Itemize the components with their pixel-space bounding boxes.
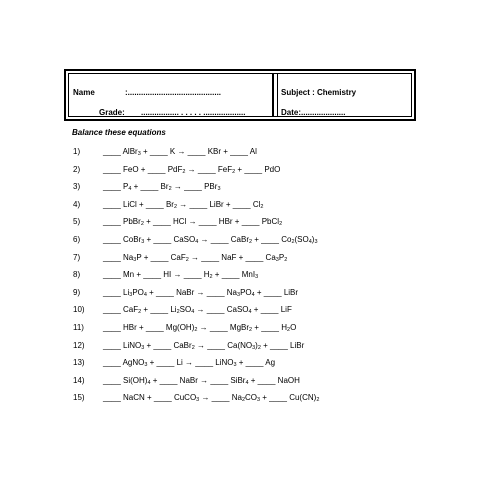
equation-row	[73, 217, 282, 226]
equation-row	[73, 165, 280, 174]
equation-row	[73, 235, 318, 244]
equation-text: ____ LiNO$_3$ + ____ CaBr$_2$ → ____ $Ca(NO_3)_2$ + ____ LiBr	[103, 340, 305, 351]
equation-row	[73, 305, 292, 314]
equation-number: 11)	[73, 323, 84, 332]
equation-number: 15)	[73, 393, 85, 403]
equation-row	[73, 393, 319, 402]
equation-number: 10)	[73, 305, 85, 315]
equation-text: ____ CoBr$_3$ + ____ CaSO$_4$ → ____ CaBr$_2$ + ____ $Co_2(SO_4)_3$	[103, 235, 318, 245]
equation-text: ____ PbBr$_2$ + ____ HCl → ____ HBr + ____ PbCl$_2$	[103, 217, 283, 228]
equation-number: 12)	[73, 340, 85, 350]
subject-date-cell	[277, 74, 411, 116]
header-box	[64, 69, 416, 121]
equation-text: ____ HBr + ____ $Mg(OH)_2$ → ____ MgBr$_2$ + ____ $H_2O$	[103, 323, 297, 333]
equation-row	[73, 341, 304, 350]
equation-text: ____ AlBr$_3$ + ____ K → ____ KBr + ____ Al	[103, 147, 257, 157]
equation-row	[73, 376, 300, 385]
equation-text: ____ Mn + ____ HI → ____ $H_2$ + ____ MnI$_3$	[103, 270, 259, 281]
equation-text: ____ LiCl + ____ $Br_2$ → ____ LiBr + ____ $Cl_2$	[103, 199, 264, 210]
header-inner	[68, 73, 412, 117]
grade-field[interactable]: ................. . . . . . ...................	[141, 108, 246, 117]
equation-row	[73, 288, 298, 297]
equation-row	[73, 253, 287, 262]
equation-row	[73, 200, 263, 209]
name-grade-cell	[69, 74, 274, 116]
equation-row	[73, 147, 257, 156]
equation-row	[73, 270, 258, 279]
equation-row	[73, 182, 221, 191]
equation-text: ____ $Li_3PO_4$ + ____ NaBr → ____ $Na_3PO_4$ + ____ LiBr	[103, 287, 299, 298]
equation-number: 2)	[73, 164, 81, 174]
equation-number: 14)	[73, 375, 85, 385]
date-label[interactable]: Date:....................	[281, 108, 346, 117]
equation-number: 8)	[73, 270, 81, 280]
equation-number: 13)	[73, 358, 85, 368]
equation-text: ____ CaF$_2$ + ____ $Li_2SO_4$ → ____ CaSO$_4$ + ____ LiF	[103, 305, 292, 316]
equation-text: ____ NaCN + ____ CuCO$_3$ → ____ $Na_2CO_3$ + ____ $Cu(CN)_2$	[103, 393, 320, 404]
worksheet-title: Balance these equations	[72, 128, 166, 137]
equation-row	[73, 358, 275, 367]
equation-text: ____ $P_4$ + ____ $Br_2$ → ____ PBr$_3$	[103, 182, 221, 193]
equation-number: 7)	[73, 252, 81, 262]
name-field[interactable]: :..........................................	[125, 88, 222, 97]
subject-label: Subject : Chemistry	[281, 88, 357, 97]
equation-number: 9)	[73, 287, 81, 297]
equation-number: 6)	[73, 235, 81, 244]
equation-text: ____ FeO + ____ PdF$_2$ → ____ FeF$_2$ + ____ PdO	[103, 164, 281, 175]
equation-text: ____ AgNO$_3$ + ____ Li → ____ LiNO$_3$ + ____ Ag	[103, 358, 276, 369]
equation-row	[73, 323, 296, 332]
grade-label: Grade:	[99, 108, 125, 117]
equation-number: 3)	[73, 182, 81, 192]
equation-number: 4)	[73, 199, 81, 209]
equation-text: ____ $Na_3P$ + ____ CaF$_2$ → ____ NaF + ____ $Ca_3P_2$	[103, 252, 288, 263]
equation-number: 1)	[73, 147, 81, 156]
equation-number: 5)	[73, 217, 81, 227]
name-label: Name	[73, 88, 95, 97]
equation-text: ____ $Si(OH)_4$ + ____ NaBr → ____ SiBr$_4$ + ____ NaOH	[103, 375, 300, 386]
